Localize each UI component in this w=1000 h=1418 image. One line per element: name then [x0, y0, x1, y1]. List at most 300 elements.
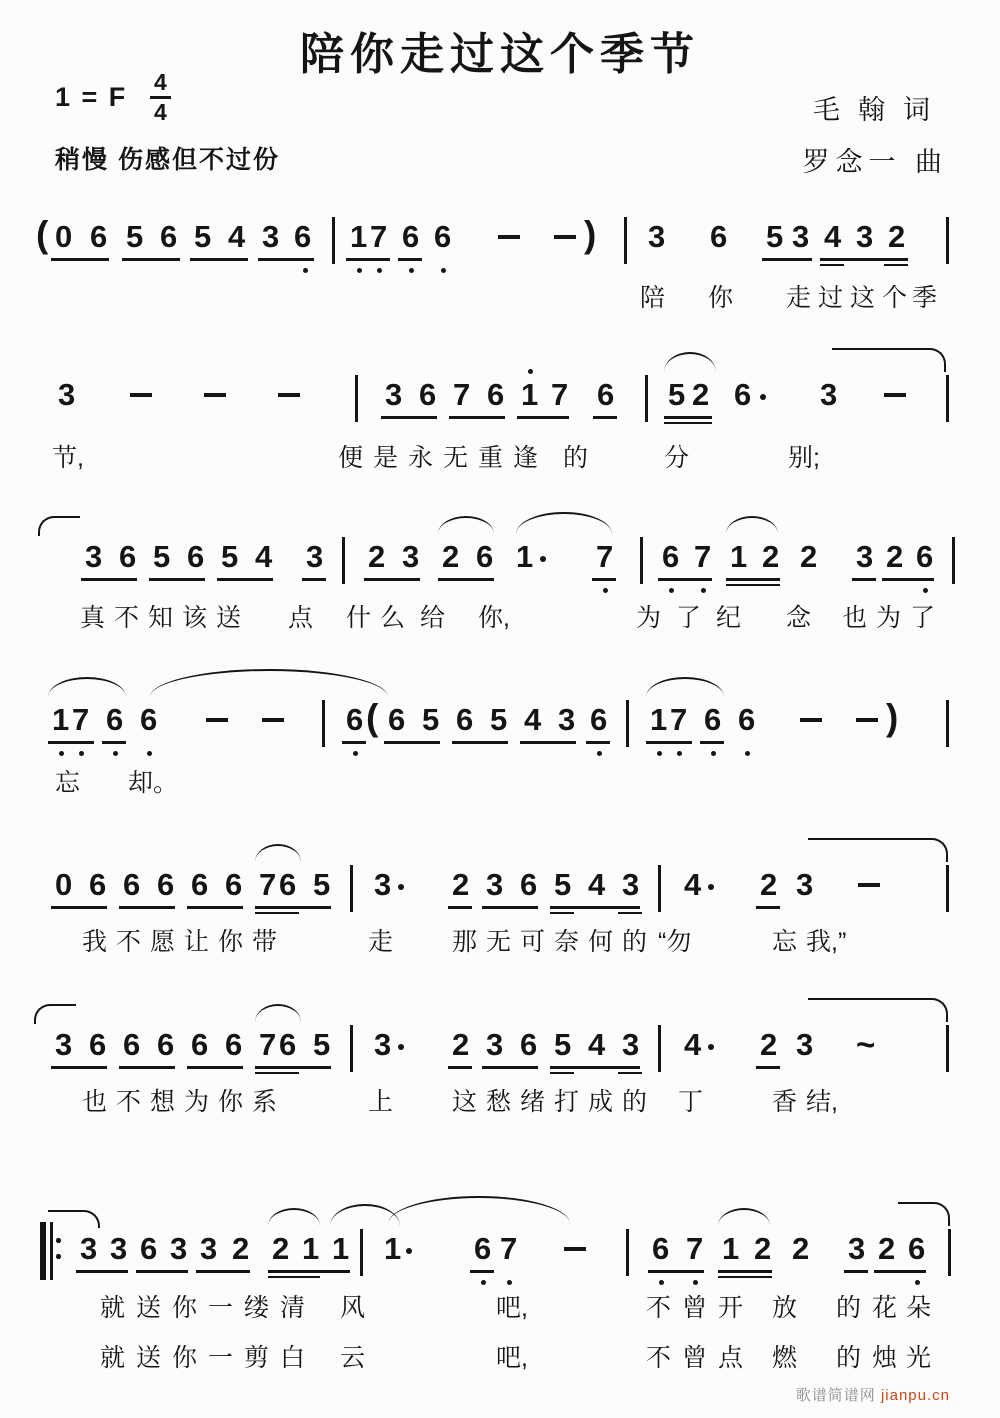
note-digit: 6: [597, 377, 615, 412]
note-digit: 6: [225, 1027, 243, 1062]
lyric-syllable: 不: [646, 1344, 672, 1372]
tie-hook: [832, 348, 946, 372]
lyric-syllable: 真: [80, 604, 106, 632]
note-digit: 3: [856, 219, 874, 254]
beam-line: [664, 422, 712, 425]
beam-line: [255, 912, 299, 915]
beam-line: [384, 741, 440, 744]
barline: [350, 1025, 353, 1072]
music-line: [0, 378, 1000, 508]
note-digit: 3: [374, 867, 392, 902]
octave-dot-below: [693, 1280, 698, 1285]
note-digit: 6: [187, 539, 205, 574]
note-digit: 2: [442, 539, 460, 574]
beam-line: [820, 258, 908, 261]
note-digit: 0: [55, 867, 73, 902]
lyric-syllable: 点: [288, 604, 314, 632]
lyric-syllable: “勿: [658, 928, 692, 956]
music-line: [0, 697, 1000, 833]
augmentation-dot: [708, 884, 714, 890]
lyric-syllable: 曾: [682, 1294, 708, 1322]
note-digit: 6: [734, 377, 752, 412]
tie-hook: [48, 1210, 100, 1228]
duration-dash: [856, 718, 878, 722]
note-digit: 4: [588, 1027, 606, 1062]
lyric-syllable: 的: [563, 444, 589, 472]
lyric-syllable: 便: [338, 444, 364, 472]
key-signature: 1 = F: [55, 82, 128, 112]
lyric-syllable: 就: [100, 1294, 126, 1322]
note-digit: 6: [456, 702, 474, 737]
lyric-syllable: 丁: [678, 1088, 704, 1116]
parenthesis: (: [36, 214, 49, 255]
lyric-syllable: 送: [136, 1294, 162, 1322]
lyric-syllable: 纪: [716, 604, 742, 632]
duration-dash: [204, 393, 226, 397]
beam-line: [302, 578, 326, 581]
lyric-syllable: 吧,: [496, 1344, 528, 1372]
note-digit: 6: [346, 702, 364, 737]
note-digit: 0: [55, 219, 73, 254]
octave-dot-below: [669, 588, 674, 593]
note-digit: 3: [402, 539, 420, 574]
beam-line: [438, 578, 494, 581]
lyric-syllable: 为: [636, 604, 662, 632]
note-digit: 3: [170, 1231, 188, 1266]
lyric-syllable: 过: [818, 284, 844, 312]
beam-line: [381, 416, 437, 419]
lyric-syllable: 送: [216, 604, 242, 632]
note-digit: 3: [856, 539, 874, 574]
note-digit: 3: [820, 377, 838, 412]
note-digit: 6: [157, 1027, 175, 1062]
beam-line: [102, 741, 126, 744]
octave-dot-below: [481, 1280, 486, 1285]
note-digit: 3: [486, 867, 504, 902]
watermark-domain-link[interactable]: jianpu.cn: [880, 1387, 950, 1404]
lyric-syllable: 想: [150, 1088, 176, 1116]
note-digit: 3: [306, 539, 324, 574]
note-digit: 6: [279, 1027, 297, 1062]
beam-line: [76, 1270, 128, 1273]
beam-line: [700, 741, 724, 744]
lyric-syllable: 你: [172, 1294, 198, 1322]
lyric-syllable: 就: [100, 1344, 126, 1372]
note-digit: 6: [123, 867, 141, 902]
note-digit: 2: [800, 539, 818, 574]
beam-line: [726, 578, 780, 581]
lyric-syllable: 一: [208, 1344, 234, 1372]
note-digit: 7: [453, 377, 471, 412]
beam-line: [874, 1270, 926, 1273]
lyric-syllable: 永: [408, 444, 434, 472]
beam-line: [346, 258, 390, 261]
beam-line: [136, 1270, 188, 1273]
music-line: [0, 868, 1000, 998]
octave-dot-below: [597, 751, 602, 756]
note-digit: 1: [384, 1231, 402, 1266]
note-digit: 6: [294, 219, 312, 254]
beam-line: [449, 416, 505, 419]
octave-dot-below: [659, 1280, 664, 1285]
note-digit: 6: [662, 539, 680, 574]
octave-dot-below: [711, 751, 716, 756]
note-digit: 3: [648, 219, 666, 254]
lyric-syllable: 带: [252, 928, 278, 956]
beam-line: [452, 741, 508, 744]
note-digit: 1: [302, 1231, 320, 1266]
beam-line: [756, 906, 780, 909]
duration-dash: [884, 393, 906, 397]
beam-line: [190, 258, 248, 261]
note-digit: 6: [191, 1027, 209, 1062]
beam-line: [550, 912, 574, 915]
lyric-syllable: 缕: [244, 1294, 270, 1322]
note-digit: 4: [824, 219, 842, 254]
note-digit: 7: [694, 539, 712, 574]
time-signature-numerator: 4: [150, 70, 171, 99]
duration-dash: [130, 393, 152, 397]
lyric-syllable: 不: [646, 1294, 672, 1322]
slur-arc: [646, 677, 724, 697]
time-signature: [150, 70, 171, 125]
lyric-syllable: 的: [836, 1344, 862, 1372]
beam-line: [882, 578, 934, 581]
beam-line: [448, 906, 472, 909]
note-digit: 6: [710, 219, 728, 254]
note-digit: 3: [80, 1231, 98, 1266]
lyric-syllable: 这: [850, 284, 876, 312]
note-digit: 5: [766, 219, 784, 254]
note-digit: 3: [792, 219, 810, 254]
octave-dot-below: [377, 268, 382, 273]
beam-line: [187, 906, 243, 909]
duration-dash: [858, 883, 880, 887]
octave-dot-below: [441, 268, 446, 273]
note-digit: 5: [490, 702, 508, 737]
note-digit: 5: [422, 702, 440, 737]
note-digit: 5: [668, 377, 686, 412]
beam-line: [268, 1270, 350, 1273]
octave-dot-below: [357, 268, 362, 273]
lyric-syllable: 点: [718, 1344, 744, 1372]
lyric-syllable: 个: [882, 284, 908, 312]
beam-line: [342, 741, 366, 744]
note-digit: 7: [259, 1027, 277, 1062]
repeat-dots: [56, 1238, 61, 1243]
lyric-syllable: 燃: [772, 1344, 798, 1372]
barline: [626, 1229, 629, 1276]
lyric-syllable: 可: [520, 928, 546, 956]
note-digit: 6: [89, 867, 107, 902]
lyric-syllable: 愿: [150, 928, 176, 956]
octave-dot-below: [657, 751, 662, 756]
note-digit: 1: [521, 377, 539, 412]
slur-arc: [48, 677, 126, 697]
note-digit: 5: [126, 219, 144, 254]
repeat-thick-bar: [40, 1222, 46, 1280]
note-digit: 3: [558, 702, 576, 737]
lyric-syllable: 也: [842, 604, 868, 632]
barline: [946, 700, 949, 747]
note-digit: 5: [194, 219, 212, 254]
lyric-syllable: 你,: [478, 604, 510, 632]
lyric-syllable: 打: [554, 1088, 580, 1116]
beam-line: [762, 258, 812, 261]
watermark-site-name: 歌谱简谱网: [795, 1387, 881, 1404]
lyric-syllable: 走: [786, 284, 812, 312]
tie-hook: [808, 998, 948, 1022]
beam-line: [593, 416, 617, 419]
octave-dot-below: [409, 268, 414, 273]
tie-hook: [898, 1202, 950, 1226]
lyric-syllable: 剪: [244, 1344, 270, 1372]
beam-line: [119, 1066, 175, 1069]
beam-line: [482, 1066, 538, 1069]
note-digit: 6: [487, 377, 505, 412]
note-digit: 6: [520, 867, 538, 902]
tie-hook: [808, 838, 948, 862]
beam-line: [81, 578, 137, 581]
beam-line: [586, 741, 610, 744]
lyric-syllable: 的: [622, 1088, 648, 1116]
lyric-syllable: 曾: [682, 1344, 708, 1372]
note-digit: 6: [738, 702, 756, 737]
lyric-syllable: 吧,: [496, 1294, 528, 1322]
augmentation-dot: [708, 1044, 714, 1050]
note-digit: 2: [692, 377, 710, 412]
beam-line: [618, 1072, 642, 1075]
lyric-syllable: 光: [906, 1344, 932, 1372]
note-digit: 6: [279, 867, 297, 902]
beam-line: [51, 258, 109, 261]
beam-line: [187, 1066, 243, 1069]
octave-dot-below: [59, 751, 64, 756]
note-digit: 1: [52, 702, 70, 737]
beam-line: [448, 1066, 472, 1069]
slur-arc: [150, 669, 388, 697]
beam-line: [51, 906, 107, 909]
duration-dash: [554, 235, 576, 239]
barline: [658, 1025, 661, 1072]
beam-line: [196, 1270, 250, 1273]
augmentation-dot: [760, 394, 766, 400]
lyric-syllable: 那: [452, 928, 478, 956]
lyric-syllable: 不: [116, 1088, 142, 1116]
note-digit: 2: [888, 219, 906, 254]
note-digit: 6: [419, 377, 437, 412]
lyric-syllable: 何: [588, 928, 614, 956]
lyric-syllable: 为: [876, 604, 902, 632]
lyric-syllable: 风: [340, 1294, 366, 1322]
duration-dash: [564, 1247, 586, 1251]
augmentation-dot: [398, 884, 404, 890]
barline: [332, 217, 335, 264]
barline: [946, 865, 949, 912]
octave-dot-below: [915, 1280, 920, 1285]
note-digit: 3: [110, 1231, 128, 1266]
lyric-syllable: 白: [280, 1344, 306, 1372]
lyric-syllable: 一: [208, 1294, 234, 1322]
note-digit: 6: [476, 539, 494, 574]
note-digit: 3: [55, 1027, 73, 1062]
slur-arc: [268, 1208, 320, 1226]
lyric-syllable: 该: [182, 604, 208, 632]
note-digit: 4: [588, 867, 606, 902]
barline: [342, 537, 345, 584]
lyric-syllable: 么: [380, 604, 406, 632]
note-digit: 6: [89, 1027, 107, 1062]
note-digit: 3: [85, 539, 103, 574]
slur-arc: [255, 1004, 301, 1022]
lyric-syllable: 陪: [640, 284, 666, 312]
beam-line: [550, 906, 640, 909]
note-digit: 1: [350, 219, 368, 254]
lyric-syllable: 这: [452, 1088, 478, 1116]
music-line: [0, 540, 1000, 670]
lyric-syllable: 烛: [872, 1344, 898, 1372]
octave-dot-below: [677, 751, 682, 756]
note-digit: 2: [452, 867, 470, 902]
note-digit: 6: [652, 1231, 670, 1266]
note-digit: 2: [878, 1231, 896, 1266]
parenthesis: ): [584, 214, 597, 255]
beam-line: [756, 1066, 780, 1069]
barline: [946, 217, 949, 264]
note-digit: 3: [200, 1231, 218, 1266]
beam-line: [726, 584, 780, 587]
note-digit: 2: [232, 1231, 250, 1266]
octave-dot-above: [528, 369, 533, 374]
music-line: [0, 1028, 1000, 1158]
music-line: [0, 1231, 1000, 1372]
lyric-syllable: 放: [772, 1294, 798, 1322]
note-digit: 6: [908, 1231, 926, 1266]
octave-dot-below: [113, 751, 118, 756]
barline: [626, 700, 629, 747]
beam-line: [844, 1270, 868, 1273]
beam-line: [48, 741, 94, 744]
tempo-marking: 稍慢 伤感但不过份: [55, 146, 280, 174]
watermark: [796, 1384, 950, 1405]
slur-arc: [718, 1208, 770, 1226]
note-digit: 7: [259, 867, 277, 902]
note-digit: 7: [72, 702, 90, 737]
lyric-syllable: 季: [912, 284, 938, 312]
note-digit: 3: [848, 1231, 866, 1266]
lyric-syllable: 的: [622, 928, 648, 956]
lyric-syllable: 开: [718, 1294, 744, 1322]
song-title: 陪你走过这个季节: [300, 30, 700, 79]
octave-dot-below: [353, 751, 358, 756]
note-digit: 3: [796, 867, 814, 902]
lyric-syllable: 送: [136, 1344, 162, 1372]
music-line: [0, 214, 1000, 350]
duration-dash: [262, 718, 284, 722]
beam-line: [592, 578, 616, 581]
lyric-syllable: 你: [708, 284, 734, 312]
slur-arc: [516, 512, 612, 534]
lyric-syllable: 你: [218, 928, 244, 956]
note-digit: 6: [520, 1027, 538, 1062]
augmentation-dot: [398, 1044, 404, 1050]
barline: [360, 1229, 363, 1276]
duration-dash: [206, 718, 228, 722]
lyric-syllable: 香: [772, 1088, 798, 1116]
beam-line: [884, 264, 908, 267]
lyric-syllable: 上: [368, 1088, 394, 1116]
tie-hook: [38, 516, 80, 536]
note-digit: 3: [385, 377, 403, 412]
lyric-syllable: 愁: [486, 1088, 512, 1116]
note-digit: 3: [262, 219, 280, 254]
beam-line: [398, 258, 422, 261]
note-digit: 3: [58, 377, 76, 412]
beam-line: [119, 906, 175, 909]
beam-line: [852, 578, 876, 581]
note-digit: 4: [255, 539, 273, 574]
lyric-syllable: 你: [218, 1088, 244, 1116]
note-digit: 6: [225, 867, 243, 902]
beam-line: [648, 1270, 704, 1273]
beam-line: [255, 1072, 299, 1075]
note-digit: 5: [221, 539, 239, 574]
barline: [624, 217, 627, 264]
beam-line: [255, 906, 331, 909]
lyric-syllable: 我,”: [806, 928, 847, 956]
barline: [355, 375, 358, 422]
barline: [952, 537, 955, 584]
note-digit: 7: [670, 702, 688, 737]
octave-dot-below: [303, 268, 308, 273]
note-digit: 1: [650, 702, 668, 737]
beam-line: [364, 578, 420, 581]
lyric-syllable: 你: [172, 1344, 198, 1372]
note-digit: 2: [368, 539, 386, 574]
barline: [946, 1025, 949, 1072]
note-digit: 6: [434, 219, 452, 254]
note-digit: 5: [153, 539, 171, 574]
slur-arc: [438, 516, 494, 534]
duration-dash: [800, 718, 822, 722]
lyric-syllable: 是: [373, 444, 399, 472]
octave-dot-below: [923, 588, 928, 593]
lyric-syllable: 成: [588, 1088, 614, 1116]
octave-dot-below: [603, 588, 608, 593]
lyric-syllable: 不: [116, 928, 142, 956]
lyric-syllable: 无: [443, 444, 469, 472]
note-digit: 1: [722, 1231, 740, 1266]
note-digit: 4: [524, 702, 542, 737]
note-digit: 6: [140, 702, 158, 737]
lyric-syllable: 无: [486, 928, 512, 956]
parenthesis: ): [886, 697, 899, 738]
augmentation-dot: [540, 556, 546, 562]
lyric-syllable: 为: [184, 1088, 210, 1116]
note-digit: 6: [590, 702, 608, 737]
lyric-syllable: 别;: [788, 444, 820, 472]
lyric-syllable: 知: [148, 604, 174, 632]
octave-dot-below: [507, 1280, 512, 1285]
beam-line: [646, 741, 692, 744]
lyric-syllable: 不: [114, 604, 140, 632]
lyric-syllable: 什: [346, 604, 372, 632]
note-digit: 4: [684, 1027, 702, 1062]
note-digit: 5: [554, 1027, 572, 1062]
lyric-syllable: 奈: [554, 928, 580, 956]
composer-credit: 罗念一 曲: [802, 147, 948, 177]
lyric-syllable: 也: [82, 1088, 108, 1116]
